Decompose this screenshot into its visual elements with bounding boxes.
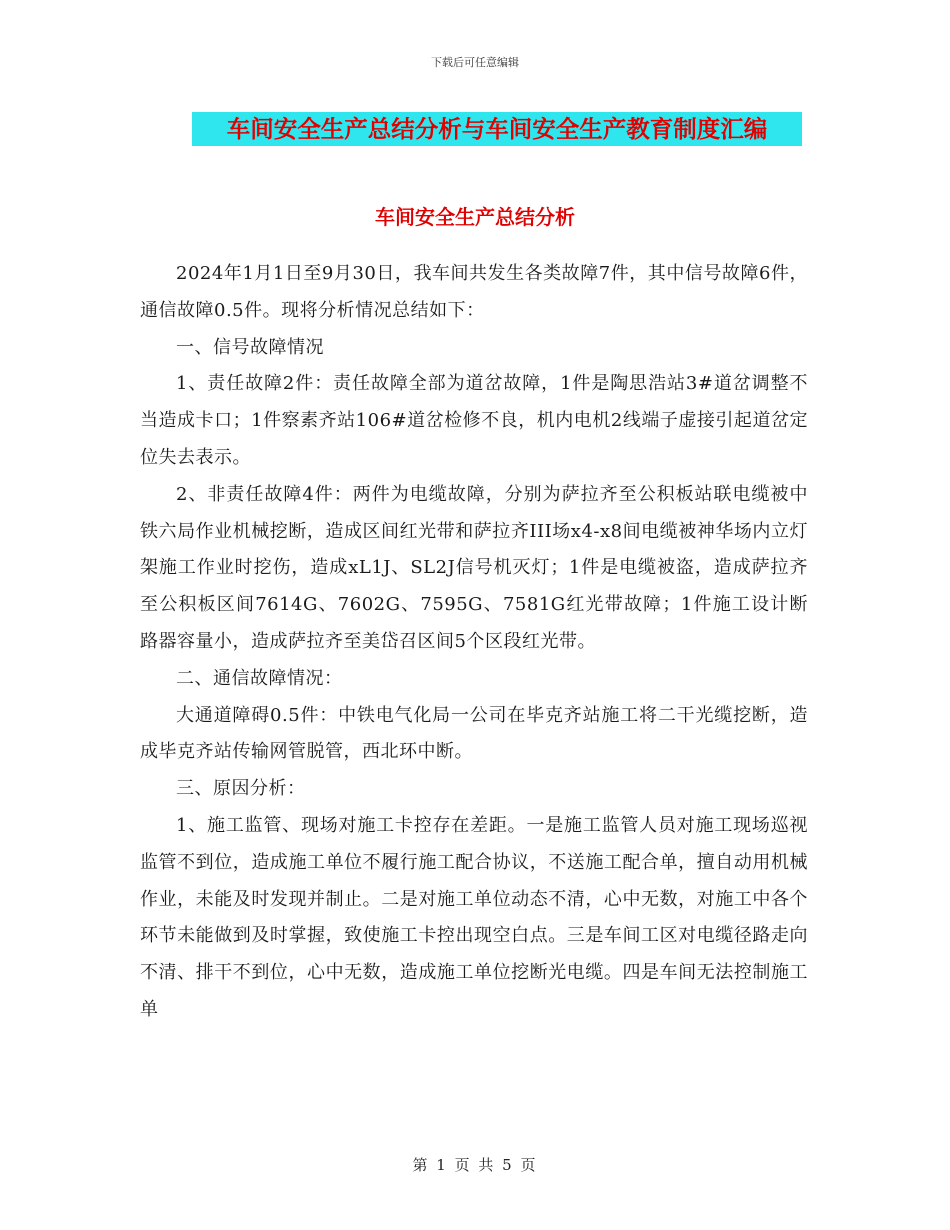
section-title: 车间安全生产总结分析 [375, 205, 575, 229]
header-note: 下载后可任意编辑 [431, 56, 519, 69]
paragraph-cause-analysis: 1、施工监管、现场对施工卡控存在差距。一是施工监管人员对施工现场巡视监管不到位，造成施工单位不履行施工配合协议，不送施工配合单，擅自动用机械作业，未能及时发现并制止。二是对施工单位动态不清，心中无数，对施工中各个环节未能做到及时掌握，致使施工卡控出现空白点。三是车间工区对电缆径路走向不清、排干不到位，心中无数，造成施工单位挖断光电缆。四是车间无法控制施工单 [140, 814, 808, 1020]
heading-cause-analysis: 三、原因分析： [176, 778, 306, 800]
document-title: 车间安全生产总结分析与车间安全生产教育制度汇编 [226, 115, 768, 143]
heading-signal-faults: 一、信号故障情况 [176, 336, 324, 358]
heading-comm-faults: 二、通信故障情况： [176, 667, 343, 689]
paragraph-comm-faults: 大通道障碍0.5件：中铁电气化局一公司在毕克齐站施工将二干光缆挖断，造成毕克齐站传输网管脱管，西北环中断。 [140, 704, 808, 763]
document-body [140, 222, 808, 1029]
page-footer: 第 1 页 共 5 页 [412, 1156, 538, 1174]
paragraph-nonresponsible-faults: 2、非责任故障4件：两件为电缆故障，分别为萨拉齐至公积板站联电缆被中铁六局作业机械挖断，造成区间红光带和萨拉齐III场x4-x8间电缆被神华场内立灯架施工作业时挖伤，造成xL1J、SL2J信号机灭灯；1件是电缆被盗，造成萨拉齐至公积板区间7614G、7602G、7595G、7581G红光带故障；1件施工设计断路器容量小，造成萨拉齐至美岱召区间5个区段红光带。 [140, 483, 808, 652]
paragraph-intro: 2024年1月1日至9月30日，我车间共发生各类故障7件，其中信号故障6件，通信故障0.5件。现将分析情况总结如下： [140, 263, 808, 321]
paragraph-responsible-faults: 1、责任故障2件：责任故障全部为道岔故障，1件是陶思浩站3#道岔调整不当造成卡口；1件察素齐站106#道岔检修不良，机内电机2线端子虚接引起道岔定位失去表示。 [140, 373, 808, 468]
